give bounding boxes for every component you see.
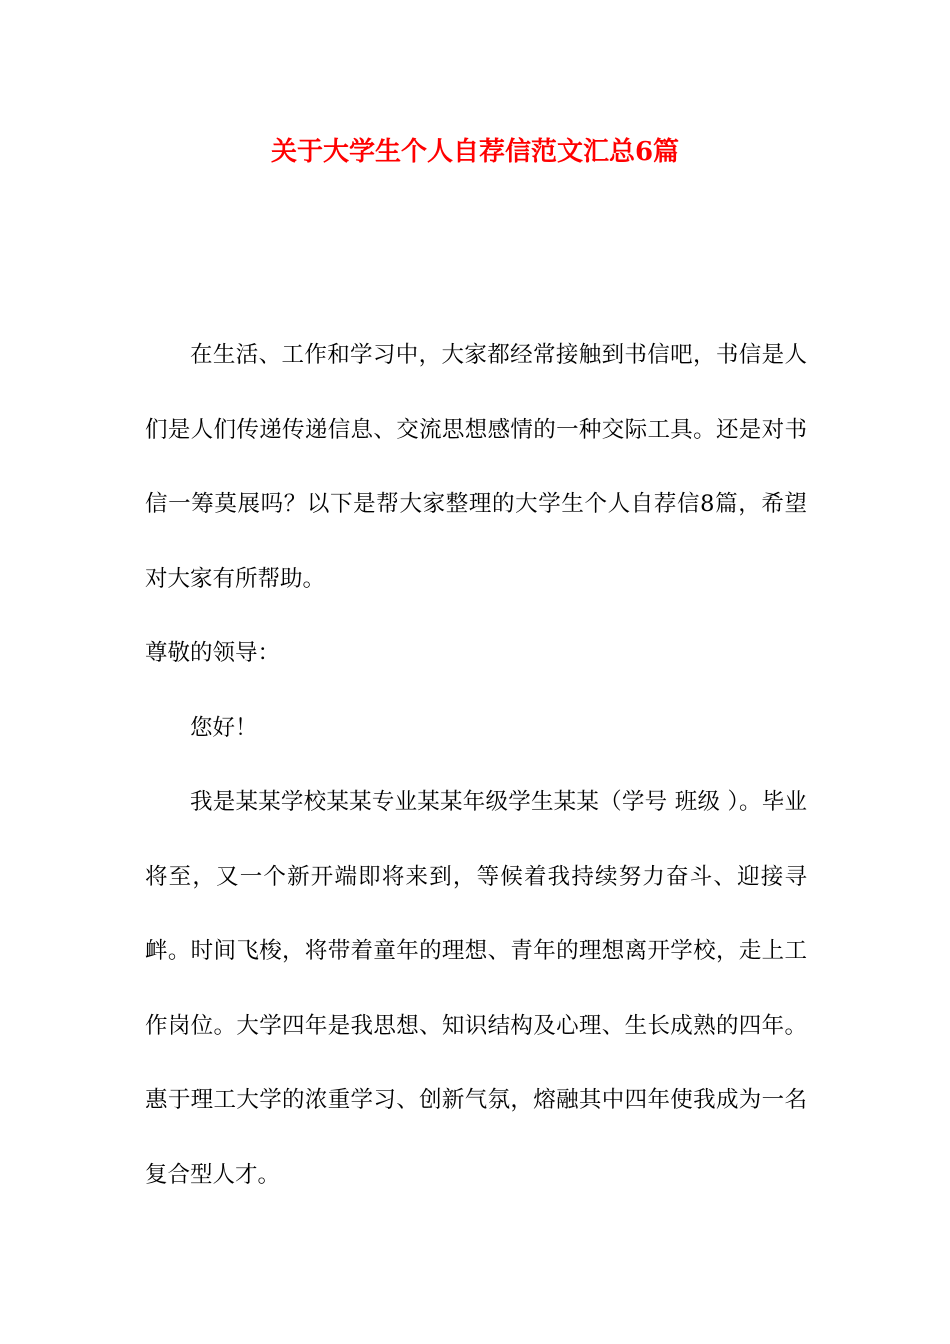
greeting: 您好！ — [190, 714, 258, 741]
body-paragraph: 我是某某学校某某专业某某年级学生某某（学号 班级 ）。毕业将至，又一个新开端即将来到，等候着我持续努力奋斗、迎接寻衅。时间飞梭，将带着童年的理想、青年的理想离开学校，走上工作岗位。大学四年是我思想、知识结构及心理、生长成熟的四年。惠于理工大学的浓重学习、创新气氛，熔融其中四年使我成为一名复合型人才。 — [145, 789, 807, 1188]
salutation: 尊敬的领导： — [145, 640, 281, 666]
document-title: 关于大学生个人自荐信范文汇总6篇 — [270, 137, 680, 167]
intro-paragraph: 在生活、工作和学习中，大家都经常接触到书信吧，书信是人们是人们传递传递信息、交流思想感情的一种交际工具。还是对书信一筹莫展吗？以下是帮大家整理的大学生个人自荐信8篇，希望对大家有所帮助。 — [145, 342, 807, 592]
document-body — [145, 318, 807, 1212]
